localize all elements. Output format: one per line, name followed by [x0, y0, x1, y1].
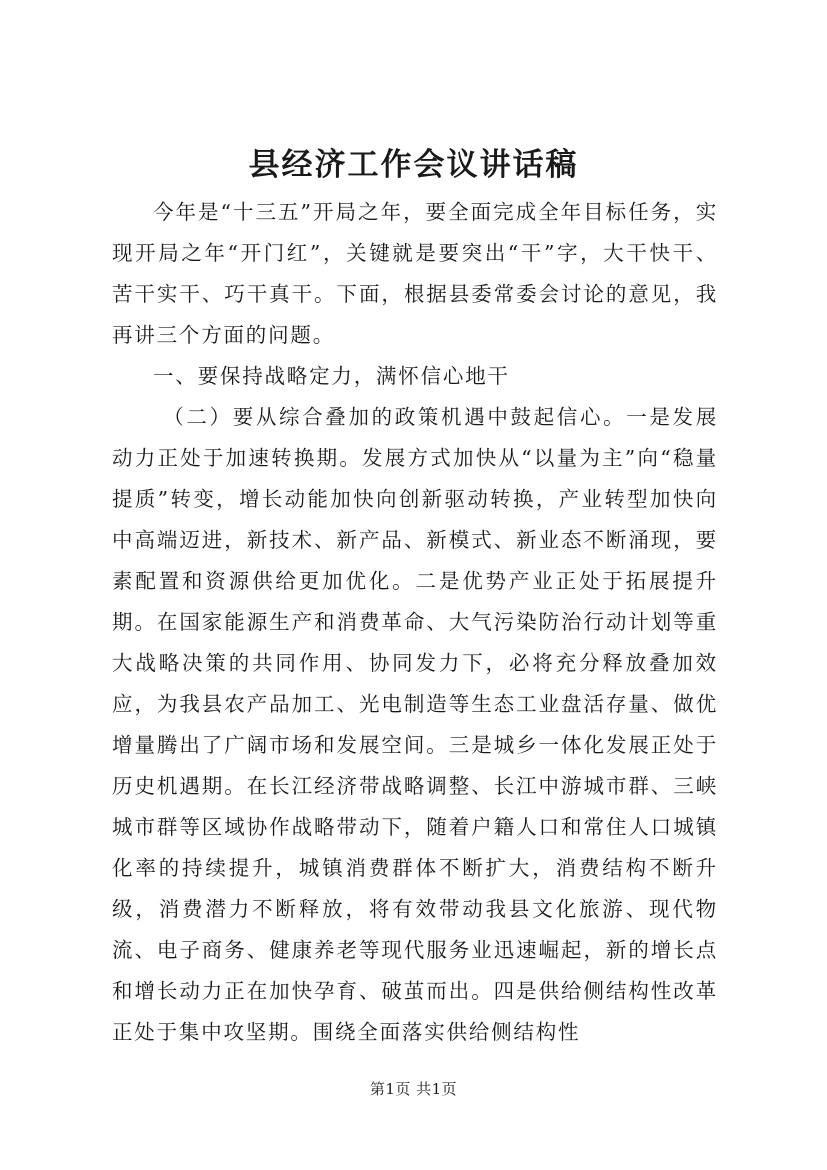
document-body — [112, 192, 718, 1053]
intro-paragraph: 今年是“十三五”开局之年，要全面完成全年目标任务，实现开局之年“开门红”，关键就是要突出“干”字，大干快干、苦干实干、巧干真干。下面，根据县委常委会讨论的意见，我再讲三个方面的问题。 — [112, 200, 718, 347]
section-heading: 一、要保持战略定力，满怀信心地干 — [153, 364, 510, 388]
page-footer: 第1页 共1页 — [369, 1080, 458, 1098]
subsection-paragraph: （二）要从综合叠加的政策机遇中鼓起信心。一是发展动力正处于加速转换期。发展方式加快从“以量为主”向“稳量提质”转变，增长动能加快向创新驱动转换，产业转型加快向中高端迈进，新技术、新产品、新模式、新业态不断涌现，要素配置和资源供给更加优化。二是优势产业正处于拓展提升期。在国家能源生产和消费革命、大气污染防治行动计划等重大战略决策的共同作用、协同发力下，必将充分释放叠加效应，为我县农产品加工、光电制造等生态工业盘活存量、做优增量腾出了广阔市场和发展空间。三是城乡一体化发展正处于历史机遇期。在长江经济带战略调整、长江中游城市群、三峡城市群等区域协作战略带动下，随着户籍人口和常住人口城镇化率的持续提升，城镇消费群体不断扩大，消费结构不断升级，消费潜力不断释放，将有效带动我县文化旅游、现代物流、电子商务、健康养老等现代服务业迅速崛起，新的增长点和增长动力正在加快孕育、破茧而出。四是供给侧结构性改革正处于集中攻坚期。围绕全面落实供给侧结构性 — [112, 405, 718, 1044]
document-title: 县经济工作会议讲话稿 — [248, 147, 579, 183]
